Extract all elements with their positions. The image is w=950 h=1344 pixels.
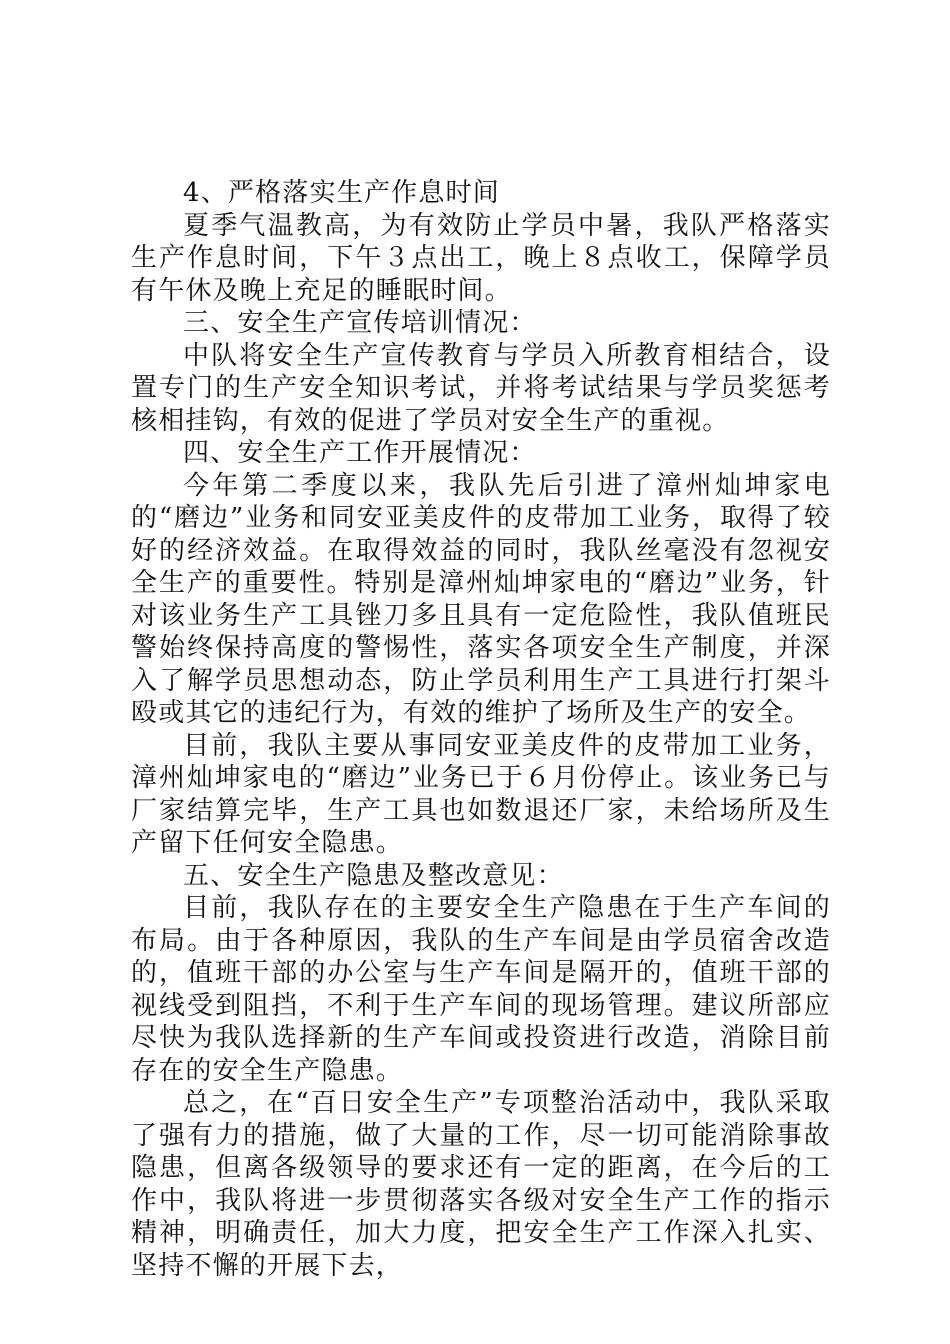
section-heading-safety-training: 三、安全生产宣传培训情况：	[183, 308, 537, 338]
document-page	[131, 177, 831, 1282]
paragraph-current-business: 目前，我队主要从事同安亚美皮件的皮带加工业务，漳州灿坤家电的“磨边”业务已于６月份停止。该业务已与厂家结算完毕，生产工具也如数退还厂家，未给场所及生产留下任何安全隐患。	[131, 730, 831, 858]
paragraph-hazards: 目前，我队存在的主要安全生产隐患在于生产车间的布局。由于各种原因，我队的生产车间是由学员宿舍改造的，值班干部的办公室与生产车间是隔开的，值班干部的视线受到阻挡，不利于生产车间的现场管理。建议所部应尽快为我队选择新的生产车间或投资进行改造，消除目前存在的安全生产隐患。	[131, 893, 831, 1086]
section-heading-safety-work: 四、安全生产工作开展情况：	[183, 438, 537, 468]
paragraph-safety-training: 中队将安全生产宣传教育与学员入所教育相结合，设置专门的生产安全知识考试，并将考试结果与学员奖惩考核相挂钩，有效的促进了学员对安全生产的重视。	[131, 340, 831, 436]
section-heading-work-hours: 4、严格落实生产作息时间	[183, 178, 500, 208]
paragraph-safety-work: 今年第二季度以来，我队先后引进了漳州灿坤家电的“磨边”业务和同安亚美皮件的皮带加工业务，取得了较好的经济效益。在取得效益的同时，我队丝毫没有忽视安全生产的重要性。特别是漳州灿坤家电的“磨边”业务，针对该业务生产工具锉刀多且具有一定危险性，我队值班民警始终保持高度的警惕性，落实各项安全生产制度，并深入了解学员思想动态，防止学员利用生产工具进行打架斗殴或其它的违纪行为，有效的维护了场所及生产的安全。	[131, 470, 831, 728]
paragraph-work-hours: 夏季气温教高，为有效防止学员中暑，我队严格落实生产作息时间，下午３点出工，晚上８点收工，保障学员有午休及晚上充足的睡眠时间。	[131, 210, 831, 306]
paragraph-conclusion: 总之，在“百日安全生产”专项整治活动中，我队采取了强有力的措施，做了大量的工作，尽一切可能消除事故隐患，但离各级领导的要求还有一定的距离，在今后的工作中，我队将进一步贯彻落实各级对安全生产工作的指示精神，明确责任，加大力度，把安全生产工作深入扎实、坚持不懈的开展下去，	[131, 1088, 831, 1281]
section-heading-hazards: 五、安全生产隐患及整改意见：	[183, 860, 564, 891]
